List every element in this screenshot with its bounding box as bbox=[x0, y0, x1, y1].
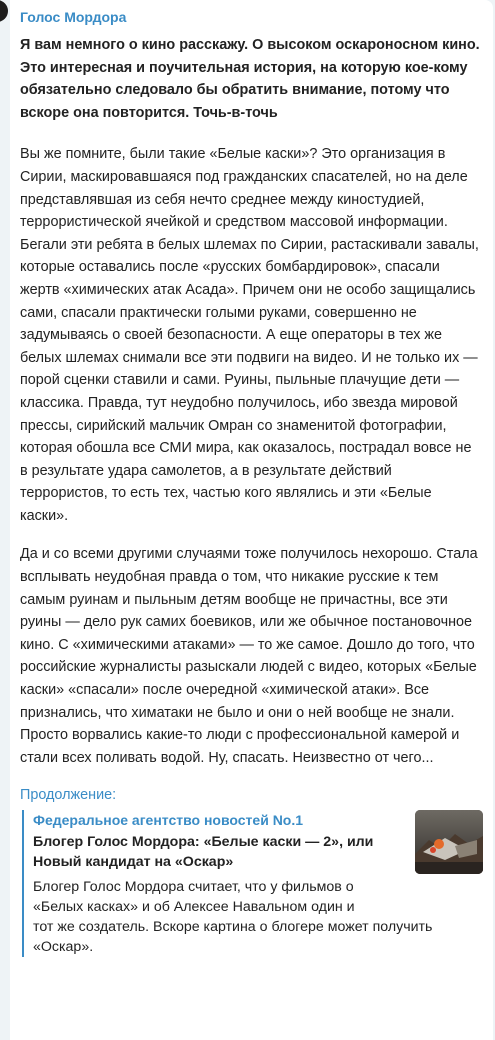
link-preview[interactable] bbox=[22, 810, 481, 957]
thumbnail-graphic bbox=[415, 810, 483, 874]
message-bubble bbox=[10, 0, 493, 1040]
post-paragraph-1: Вы же помните, были такие «Белые каски»? Это организация в Сирии, маскировавшаяся под гражданских спасателей, но на деле представлявшая из себя нечто среднее между киностудией, террористической ячейкой и средством массовой информации. Бегали эти ребята в белых шлемах по Сирии, растаскивали завалы, которые оставались после «русских бомбардировок», спасали жертв «химических атак Асада». Причем они не особо защищались сами, спасали практически голыми руками, совершенно не задумываясь о своей безопасности. А еще операторы в тех же белых шлемах снимали все эти подвиги на видео. И не только их — порой сценки ставили и сами. Руины, пыльные плачущие дети — классика. Правда, тут неудобно получилось, ибо звезда мировой прессы, сирийский мальчик Омран со знаменитой фотографии, которая обошла все СМИ мира, как оказалось, пострадал вовсе не в результате удара самолетов, а в результате действий террористов, то есть тех, частью кого являлись и эти «Белые каски». bbox=[20, 146, 479, 524]
link-preview-title[interactable]: Блогер Голос Мордора: «Белые каски — 2», или Новый кандидат на «Оскар» bbox=[33, 834, 374, 871]
channel-name[interactable]: Голос Мордора bbox=[20, 9, 127, 25]
link-preview-description-line-2: тот же создатель. Вскоре картина о блогере может получить «Оскар». bbox=[33, 919, 433, 956]
news-thumbnail-image[interactable] bbox=[415, 810, 483, 874]
channel-avatar[interactable] bbox=[0, 0, 8, 22]
link-preview-description-line-1: Блогер Голос Мордора считает, что у фильмов о «Белых касках» и об Алексее Навальном один и bbox=[33, 879, 355, 916]
post-paragraph-2: Да и со всеми другими случаями тоже получилось нехорошо. Стала всплывать неудобная правда о том, что никакие русские к тем самым руинам и пыльным детям вообще не причастны, все эти руины — дело рук самих боевиков, или же обычное постановочное кино. С «химическими атаками» — то же самое. Дошло до того, что российские журналисты разыскали людей с видео, которых «Белые каски» «спасали» после очередной «химической атаки». Все признались, что химатаки не было и они о ней вообще не знали. Просто ворвались какие-то люди с профессиональной камерой и стали всех поливать водой. Ну, спасать. Неизвестно от чего... bbox=[20, 546, 478, 766]
link-preview-site-name[interactable]: Федеральное агентство новостей No.1 bbox=[33, 812, 304, 829]
post-lead-paragraph: Я вам немного о кино расскажу. О высоком оскароносном кино. Это интересная и поучительная история, на которую кое-кому обязательно следовало бы обратить внимание, потому что вскоре она повторится. Точь-в-точь bbox=[20, 37, 480, 121]
link-preview-description bbox=[33, 877, 473, 957]
continuation-label: Продолжение: bbox=[20, 787, 117, 804]
